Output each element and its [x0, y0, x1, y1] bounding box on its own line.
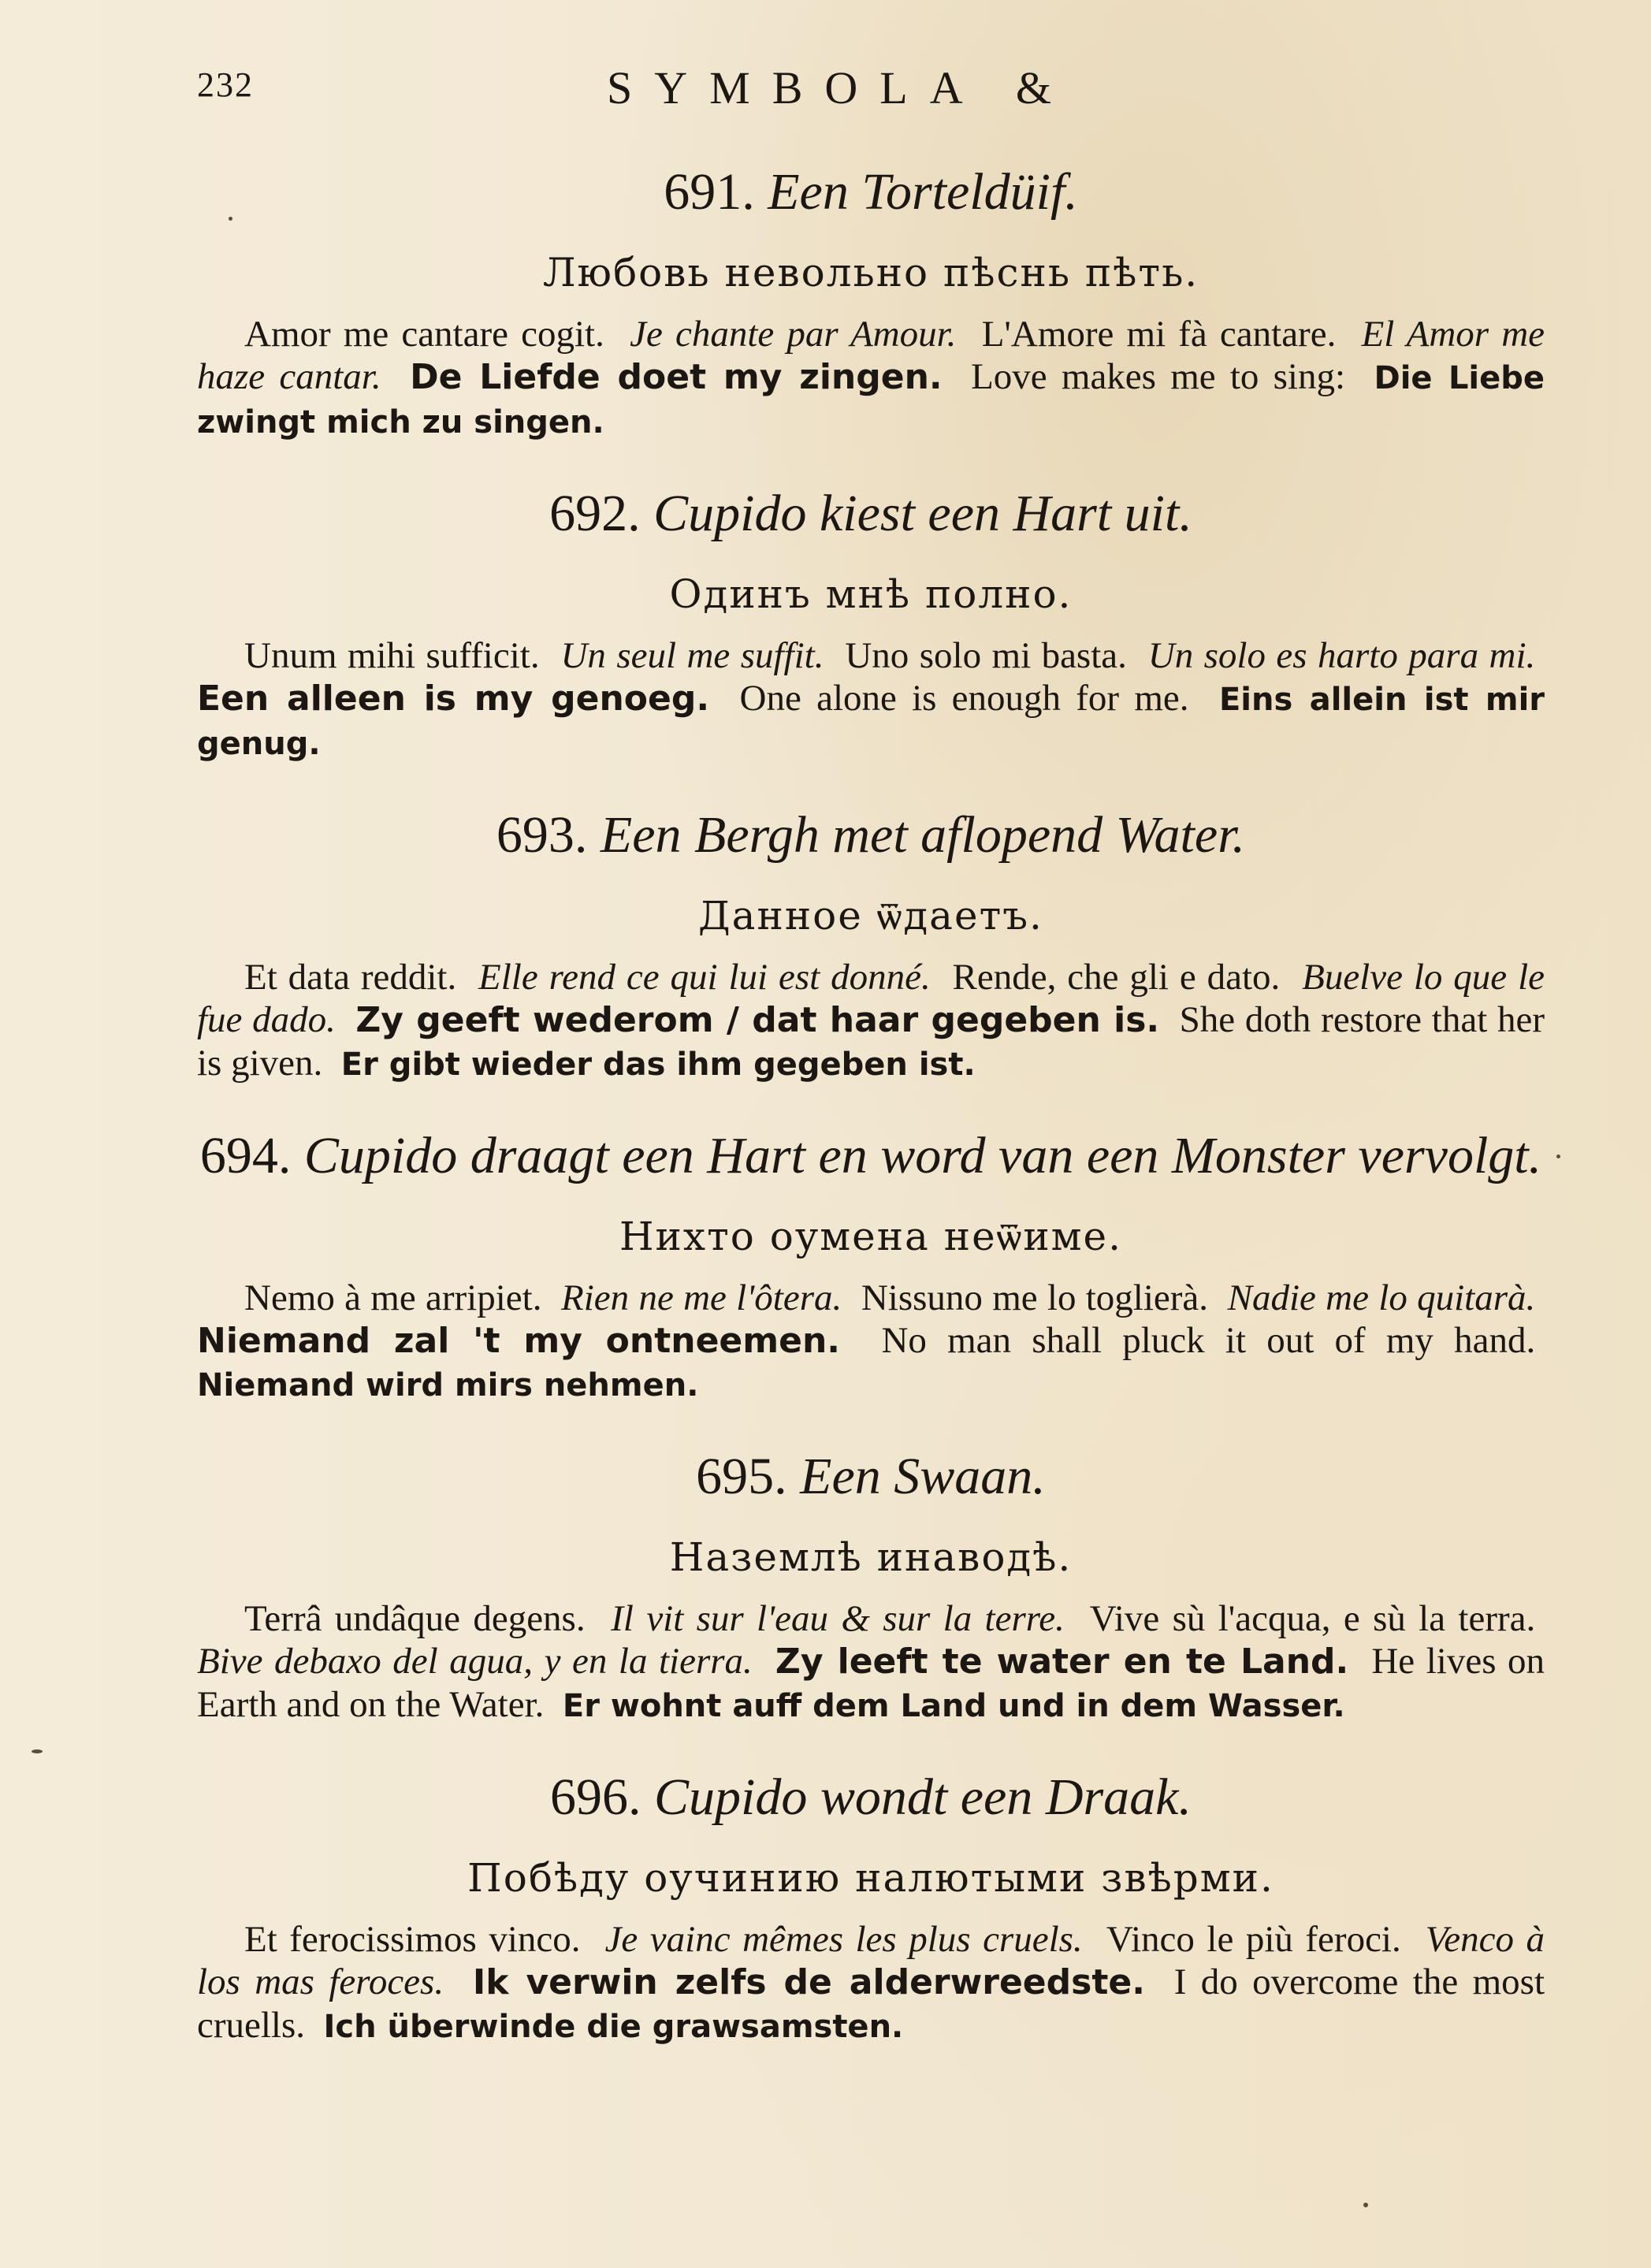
dutch-motto: De Liefde doet my zingen.	[410, 357, 943, 397]
english-motto: She doth restore that her is given.	[197, 999, 1545, 1084]
motto-translations	[197, 1597, 1545, 1727]
slavonic-motto: Одинъ мнѣ полно.	[669, 571, 1073, 617]
french-motto: Je vainc mêmes les plus cruels.	[604, 1919, 1083, 1960]
german-motto: Er wohnt auff dem Land und in dem Wasser.	[562, 1688, 1345, 1724]
slavonic-motto: Нихто оумена неѿиме.	[619, 1214, 1123, 1259]
latin-motto: Amor me cantare cogit.	[244, 314, 604, 355]
entry-title: Een Swaan.	[800, 1448, 1046, 1505]
dutch-motto: Zy geeft wederom / dat haar gegeben is.	[355, 1000, 1160, 1040]
paper-speck	[1363, 2203, 1368, 2207]
slavonic-motto: Наземлѣ инаводѣ.	[669, 1534, 1073, 1580]
latin-motto: Nemo à me arripiet.	[244, 1277, 542, 1318]
page-header	[197, 57, 1537, 120]
french-motto: Rien ne me l'ôtera.	[561, 1277, 842, 1318]
spanish-motto: Un solo es harto para mi.	[1147, 635, 1536, 676]
french-motto: Je chante par Amour.	[630, 314, 957, 355]
entry-number: 692.	[549, 485, 641, 542]
latin-motto: Unum mihi sufficit.	[244, 635, 540, 676]
motto-translations	[197, 313, 1545, 444]
entry-number: 693.	[496, 806, 588, 864]
emblem-entry	[197, 805, 1545, 1086]
french-motto: Elle rend ce qui lui est donné.	[478, 957, 931, 998]
slavonic-motto: Любовь невольно пѣснь пѣть.	[542, 250, 1199, 296]
entry-title: Een Bergh met aflopend Water.	[600, 806, 1246, 864]
page-number: 232	[197, 65, 254, 104]
entry-title: Cupido draagt een Hart en word van een Monster vervolgt.	[303, 1127, 1542, 1184]
entry-heading	[197, 1767, 1545, 1828]
italian-motto: L'Amore mi fà cantare.	[981, 314, 1337, 355]
italian-motto: Rende, che gli e dato.	[952, 957, 1281, 998]
english-motto: One alone is enough for me.	[739, 678, 1189, 719]
spanish-motto: El Amor me haze cantar.	[197, 314, 1545, 397]
latin-motto: Et ferocissimos vinco.	[244, 1919, 581, 1960]
german-motto: Niemand wird mirs nehmen.	[197, 1367, 699, 1404]
slavonic-motto: Данное ѿдаетъ.	[698, 893, 1043, 939]
dutch-motto: Niemand zal 't my ontneemen.	[197, 1321, 840, 1361]
emblem-entry	[197, 162, 1545, 444]
entry-heading	[197, 1125, 1545, 1187]
motto-translations	[197, 1277, 1545, 1407]
spanish-motto: Bive debaxo del agua, y en la tierra.	[197, 1641, 753, 1682]
paper-speck	[32, 1749, 43, 1753]
dutch-motto: Ik verwin zelfs de alderwreedste.	[472, 1962, 1145, 2002]
entry-heading	[197, 805, 1545, 866]
english-motto: I do overcome the most cruells.	[197, 1961, 1545, 2046]
german-motto: Eins allein ist mir genug.	[197, 682, 1545, 762]
entry-title: Cupido wondt een Draak.	[654, 1768, 1192, 1826]
english-motto: Love makes me to sing:	[971, 356, 1346, 397]
entry-number: 696.	[550, 1768, 641, 1826]
french-motto: Il vit sur l'eau & sur la terre.	[611, 1598, 1065, 1639]
italian-motto: Vive sù l'acqua, e sù la terra.	[1089, 1598, 1536, 1639]
entry-title: Cupido kiest een Hart uit.	[653, 485, 1192, 542]
german-motto: Ich überwinde die grawsamsten.	[323, 2009, 904, 2045]
emblem-entry	[197, 1767, 1545, 2048]
french-motto: Un seul me suffit.	[560, 635, 824, 676]
entry-number: 691.	[664, 163, 755, 221]
entry-number: 695.	[696, 1448, 787, 1505]
entry-heading	[197, 162, 1545, 223]
italian-motto: Nissuno me lo toglierà.	[861, 1277, 1209, 1318]
paper-speck	[1556, 1154, 1560, 1158]
spanish-motto: Buelve lo que le fue dado.	[197, 957, 1545, 1040]
motto-translations	[197, 634, 1545, 765]
italian-motto: Vinco le più feroci.	[1106, 1919, 1401, 1960]
entry-number: 694.	[199, 1127, 292, 1184]
latin-motto: Terrâ undâque degens.	[244, 1598, 586, 1639]
dutch-motto: Een alleen is my genoeg.	[197, 679, 710, 719]
emblem-entries	[197, 162, 1545, 2088]
emblem-entry	[197, 1446, 1545, 1727]
paper-speck	[229, 217, 232, 221]
running-title: SYMBOLA &	[607, 62, 1074, 113]
entry-heading	[197, 483, 1545, 545]
emblem-entry	[197, 483, 1545, 765]
motto-translations	[197, 1918, 1545, 2048]
english-motto: He lives on Earth and on the Water.	[197, 1641, 1545, 1725]
german-motto: Die Liebe zwingt mich zu singen.	[197, 360, 1545, 441]
spanish-motto: Venco à los mas feroces.	[197, 1919, 1545, 2002]
latin-motto: Et data reddit.	[244, 957, 457, 998]
english-motto: No man shall pluck it out of my hand.	[881, 1320, 1536, 1361]
spanish-motto: Nadie me lo quitarà.	[1227, 1277, 1536, 1318]
dutch-motto: Zy leeft te water en te Land.	[775, 1642, 1349, 1682]
german-motto: Er gibt wieder das ihm gegeben ist.	[340, 1047, 976, 1083]
italian-motto: Uno solo mi basta.	[845, 635, 1127, 676]
slavonic-motto: Побѣду оучинию налютыми звѣрми.	[467, 1855, 1274, 1901]
emblem-entry	[197, 1125, 1545, 1407]
entry-title: Een Torteldüif.	[768, 163, 1078, 221]
motto-translations	[197, 956, 1545, 1086]
entry-heading	[197, 1446, 1545, 1508]
